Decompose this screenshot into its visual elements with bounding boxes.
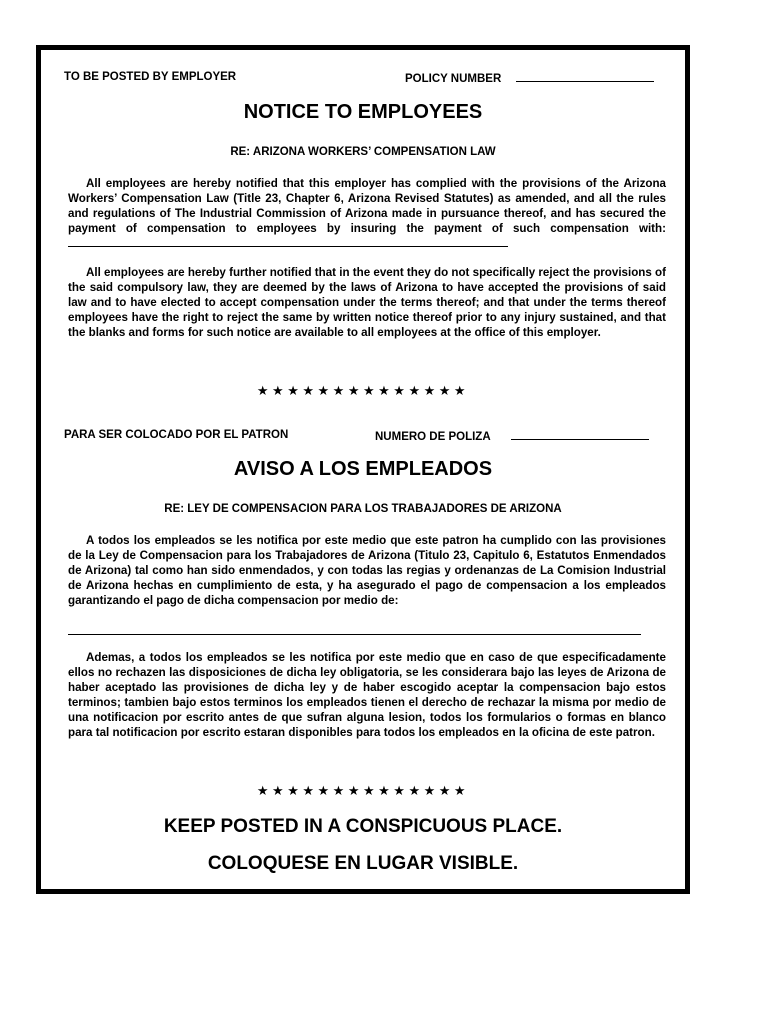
re-line-english: RE: ARIZONA WORKERS’ COMPENSATION LAW [230,146,496,158]
policy-number-label [405,71,654,85]
english-paragraph-1-text: All employees are hereby notified that this employer has complied with the provisions of the Arizona Workers’ Compensation Law (Title 23, Chapter 6, Arizona Revised Statutes) as amended, and all the rules and regulations of The Industrial Commission of Arizona made in pursuance thereof, and has secured the payment of compensation to employees by insuring the payment of such compensation with: [68,177,666,235]
numero-de-poliza-blank [511,429,649,440]
numero-de-poliza-text: NUMERO DE POLIZA [375,431,491,443]
spanish-paragraph-2 [68,650,666,740]
posted-by-employer-label: TO BE POSTED BY EMPLOYER [64,71,237,83]
keep-posted-footer: KEEP POSTED IN A CONSPICUOUS PLACE. [163,816,563,837]
divider-stars-2: ★★★★★★★★★★★★★★ [256,783,470,798]
notice-frame [36,45,690,894]
notice-title: NOTICE TO EMPLOYEES [243,101,483,123]
numero-de-poliza-label [375,429,649,443]
policy-number-text: POLICY NUMBER [405,73,502,85]
spanish-paragraph-2-text: Ademas, a todos los empleados se les notifica por este medio que en caso de que especificadamente ellos no rechazen las disposiciones de dicha ley obligatoria, se les considerara bajo las leyes de Arizona de haber aceptado las provisiones de dicha ley y de haber escogido aceptar la compensacion bajo estos terminos; tambien bajo estos terminos los empleados tienen el derecho de rechazar la misma por medio de una notificacion por escrito antes de que sufran alguna lesion, todos los formularios o formas en blanco para tal notificacion por escrito estaran disponibles para todos los empleados en la oficina de este patron. [68,651,666,739]
re-line-spanish: RE: LEY DE COMPENSACION PARA LOS TRABAJADORES DE ARIZONA [164,503,562,515]
divider-stars-1: ★★★★★★★★★★★★★★ [256,383,470,398]
english-paragraph-2 [68,265,666,340]
english-paragraph-1 [68,176,666,251]
spanish-paragraph-1-text: A todos los empleados se les notifica por este medio que este patron ha cumplido con las provisiones de la Ley de Compensacion para los Trabajadores de Arizona (Titulo 23, Capitulo 6, Estatutos Enmendados de Arizona) tal como han sido enmendados, y con todas las regias y ordenanzas de La Comision Industrial de Arizona hechas en cumplimiento de esta, y ha asegurado el pago de compensacion a los empleados garantizando el pago de dicha compensacion por medio de: [68,534,666,607]
aviso-title: AVISO A LOS EMPLEADOS [233,458,493,480]
para-ser-colocado-label: PARA SER COLOCADO POR EL PATRON [64,429,289,441]
policy-number-blank [516,71,654,82]
coloquese-footer: COLOQUESE EN LUGAR VISIBLE. [207,853,519,874]
english-paragraph-2-text: All employees are hereby further notified that in the event they do not specifically reject the provisions of the said compulsory law, they are deemed by the laws of Arizona to have accepted the provisions of said law and to have elected to accept compensation under the terms thereof; and that under the terms thereof employees have the right to reject the same by written notice thereof prior to any injury sustained, and that the blanks and forms for such notice are available to all employees at the office of this employer. [68,266,666,339]
aseguradora-blank [68,634,641,635]
insurer-blank [68,236,508,247]
spanish-paragraph-1 [68,533,666,608]
